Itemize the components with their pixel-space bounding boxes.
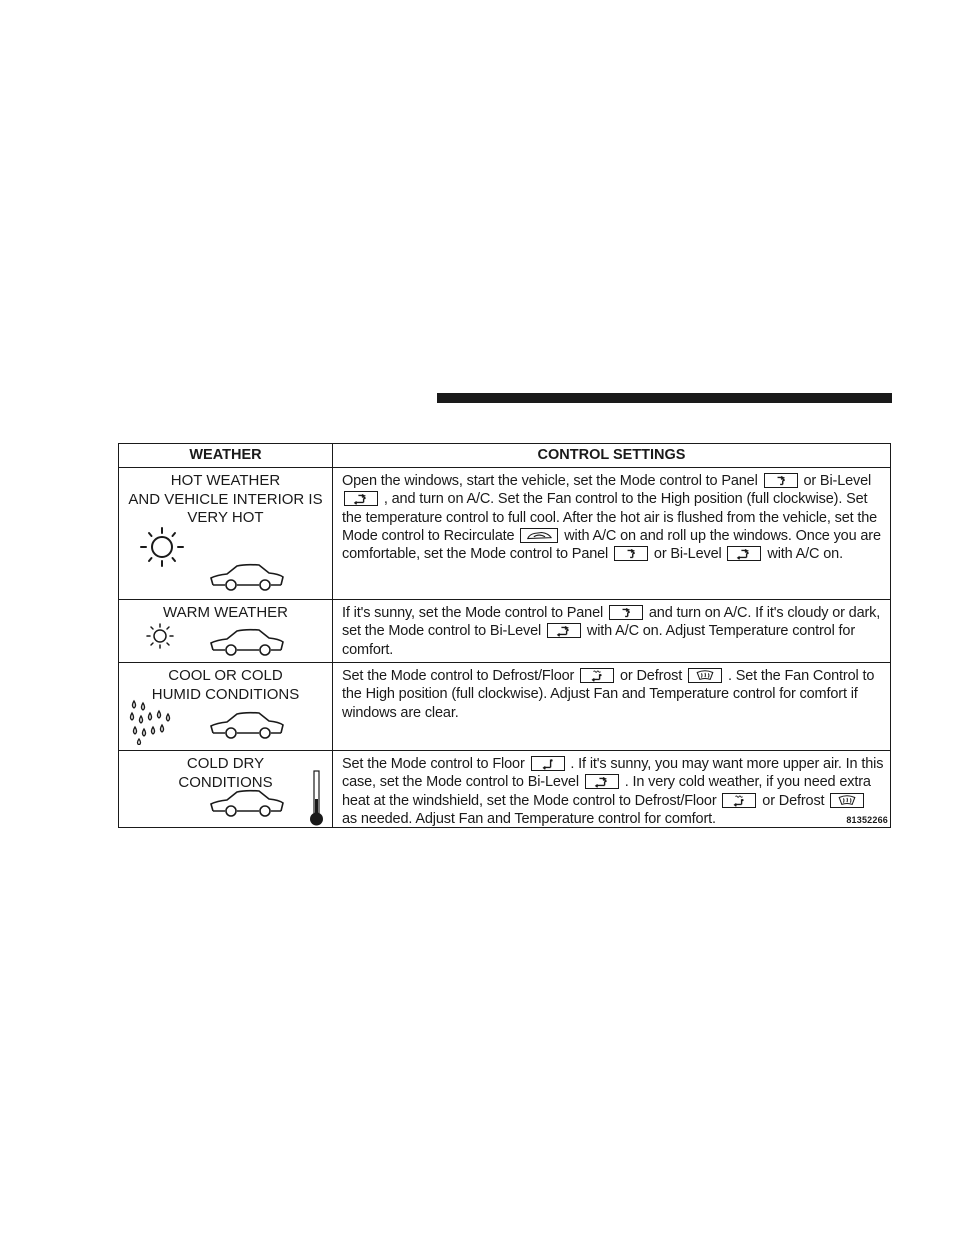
car-icon: [209, 563, 285, 591]
control-cell-humid: [333, 663, 890, 750]
weather-label: COOL OR COLD HUMID CONDITIONS: [151, 667, 300, 703]
weather-label: HOT WEATHER AND VEHICLE INTERIOR IS VERY HOT: [128, 472, 323, 526]
bilevel-mode-icon: [344, 491, 378, 506]
control-text: Set the Mode control to Floor . If it's sunny, you may want more upper air. In this case, set the Mode control to Bi-Level . In very cold weather, if you need extra heat at the windshield, set the Mode control to Defrost/Floor or Defrost as needed. Adjust Fan and Temperature control for comfort.: [342, 756, 884, 827]
panel-mode-icon: [614, 546, 648, 561]
control-cell-warm: [333, 600, 890, 662]
sun-icon: [137, 525, 187, 571]
bilevel-mode-icon: [547, 623, 581, 638]
defrost-mode-icon: [688, 668, 722, 683]
sun-icon: [145, 622, 175, 650]
figure-reference-number: 81352266: [846, 815, 888, 825]
recirculate-mode-icon: [520, 528, 558, 543]
panel-mode-icon: [609, 605, 643, 620]
control-cell-hot: [333, 468, 890, 599]
defrost-floor-mode-icon: [580, 668, 614, 683]
control-cell-cold-dry: [333, 751, 890, 828]
weather-cell-hot: [119, 468, 332, 599]
car-icon: [209, 628, 285, 656]
defrost-floor-mode-icon: [722, 793, 756, 808]
defrost-mode-icon: [830, 793, 864, 808]
section-rule: [437, 393, 892, 403]
weather-label: COLD DRY CONDITIONS: [178, 755, 273, 791]
weather-label: WARM WEATHER: [163, 604, 288, 621]
header-weather: WEATHER: [189, 447, 262, 463]
weather-cell-humid: [119, 663, 332, 750]
control-text: Set the Mode control to Defrost/Floor or Defrost . Set the Fan Control to the High position (full clockwise). Adjust Fan and Temperature control for comfort if windows are clear.: [342, 668, 875, 721]
climate-settings-table: [118, 443, 891, 828]
panel-mode-icon: [764, 473, 798, 488]
control-text: Open the windows, start the vehicle, set the Mode control to Panel or Bi-Level , and turn on A/C. Set the Fan control to the High position (full clockwise). Set the temperature control to full cool. After the hot air is flushed from the vehicle, set the Mode control to Recirculate with A/C on and roll up the windows. Once you are comfortable, set the Mode control to Panel or Bi-Level with A/C on.: [342, 473, 881, 563]
bilevel-mode-icon: [585, 774, 619, 789]
car-icon: [209, 789, 285, 817]
weather-cell-warm: [119, 600, 332, 662]
thermometer-icon: [309, 769, 325, 827]
car-icon: [209, 711, 285, 739]
floor-mode-icon: [531, 756, 565, 771]
raindrops-icon: [129, 699, 177, 745]
header-control-settings: CONTROL SETTINGS: [537, 447, 686, 463]
bilevel-mode-icon: [727, 546, 761, 561]
weather-cell-cold-dry: [119, 751, 332, 828]
control-text: If it's sunny, set the Mode control to Panel and turn on A/C. If it's cloudy or dark, set the Mode control to Bi-Level with A/C on. Adjust Temperature control for comfort.: [342, 605, 881, 658]
